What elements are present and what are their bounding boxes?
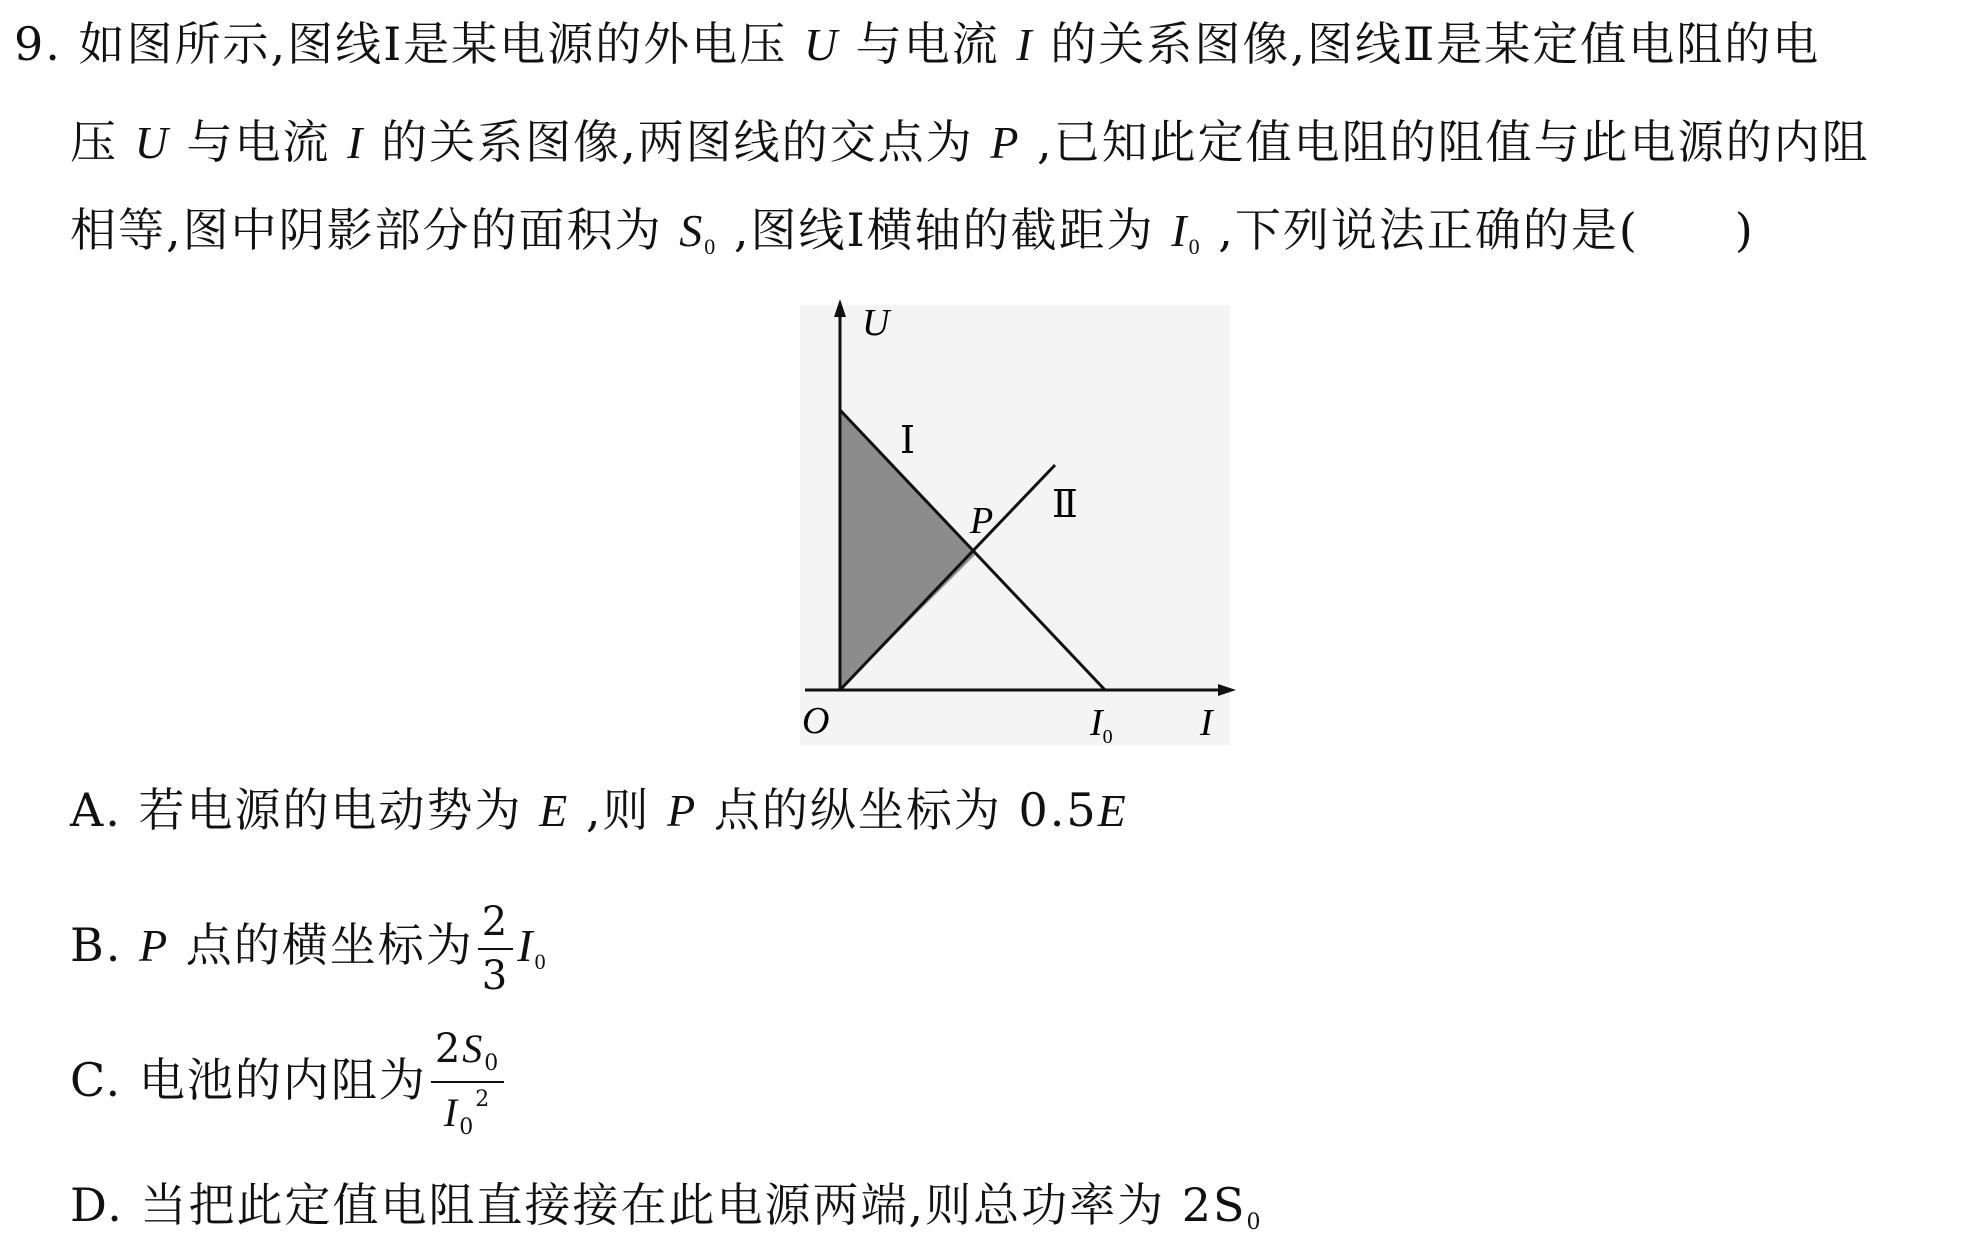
option-text: 若电源的电动势为	[138, 783, 523, 837]
stem-text: 压	[70, 115, 118, 169]
u-i-graph	[790, 295, 1240, 745]
stem-text: 相等,图中阴影部分的面积为	[70, 203, 663, 257]
variable-e: E	[539, 785, 570, 836]
variable-i: I	[1016, 19, 1034, 70]
variable-u: U	[134, 117, 170, 168]
stem-text: 如图所示,图线Ⅰ是某电源的外电压	[78, 17, 788, 71]
fraction-internal-resistance: $\frac{2S_0}{I_0^2}$	[431, 1029, 504, 1139]
option-b[interactable]	[70, 890, 548, 1017]
option-d-label: D.	[70, 1178, 124, 1232]
variable-p: P	[139, 920, 170, 971]
variable-i0: $I_0$	[1171, 205, 1202, 259]
question-number: 9.	[14, 17, 62, 71]
subscript-zero: 0	[1246, 1210, 1263, 1235]
option-text: ,则	[585, 783, 651, 837]
stem-text: 的关系图像,两图线的交点为	[381, 115, 974, 169]
stem-text: 与电流	[855, 17, 1000, 71]
option-c[interactable]	[70, 1025, 508, 1139]
option-a-label: A.	[70, 783, 122, 837]
axis-y-label: U	[862, 302, 890, 344]
stem-text: 的关系图像,图线Ⅱ是某定值电阻的电	[1050, 17, 1821, 71]
line-ii-label: Ⅱ	[1052, 484, 1078, 526]
origin-label: O	[802, 700, 830, 742]
option-value: 2	[1181, 1178, 1214, 1232]
variable-s0: $S_0$	[679, 205, 718, 259]
stem-text: ,图线Ⅰ横轴的截距为	[733, 203, 1155, 257]
option-b-label: B.	[70, 918, 123, 972]
option-a[interactable]	[70, 780, 1128, 841]
variable-s0: S	[1213, 1178, 1247, 1232]
variable-p: P	[990, 117, 1021, 168]
stem-text: 与电流	[186, 115, 331, 169]
option-text: 电池的内阻为	[138, 1053, 427, 1107]
stem-text: ,下列说法正确的是( )	[1218, 203, 1755, 257]
variable-i0: $I_0$	[517, 920, 548, 974]
variable-e: E	[1097, 785, 1128, 836]
option-c-label: C.	[70, 1053, 123, 1107]
variable-p: P	[667, 785, 698, 836]
line-i-label: Ⅰ	[900, 420, 916, 462]
variable-u: U	[803, 19, 840, 70]
option-d[interactable]	[70, 1175, 1263, 1253]
option-text: 点的纵坐标为	[713, 783, 1002, 837]
stem-text: ,已知此定值电阻的阻值与此电源的内阻	[1037, 115, 1870, 169]
question-line-1	[14, 14, 1820, 75]
variable-i: I	[347, 117, 365, 168]
option-text: 点的横坐标为	[185, 918, 474, 972]
option-text: 当把此定值电阻直接接在此电源两端,则总功率为	[140, 1178, 1166, 1232]
question-line-2	[70, 112, 1870, 173]
x-intercept-label: $I_0$	[1090, 702, 1113, 745]
point-p-label: P	[970, 500, 994, 542]
fraction-two-thirds: $\frac{2}{3}$	[478, 902, 513, 996]
axis-x-label: I	[1200, 702, 1213, 744]
option-value: 0.5	[1018, 783, 1098, 837]
question-line-3	[70, 200, 1755, 277]
